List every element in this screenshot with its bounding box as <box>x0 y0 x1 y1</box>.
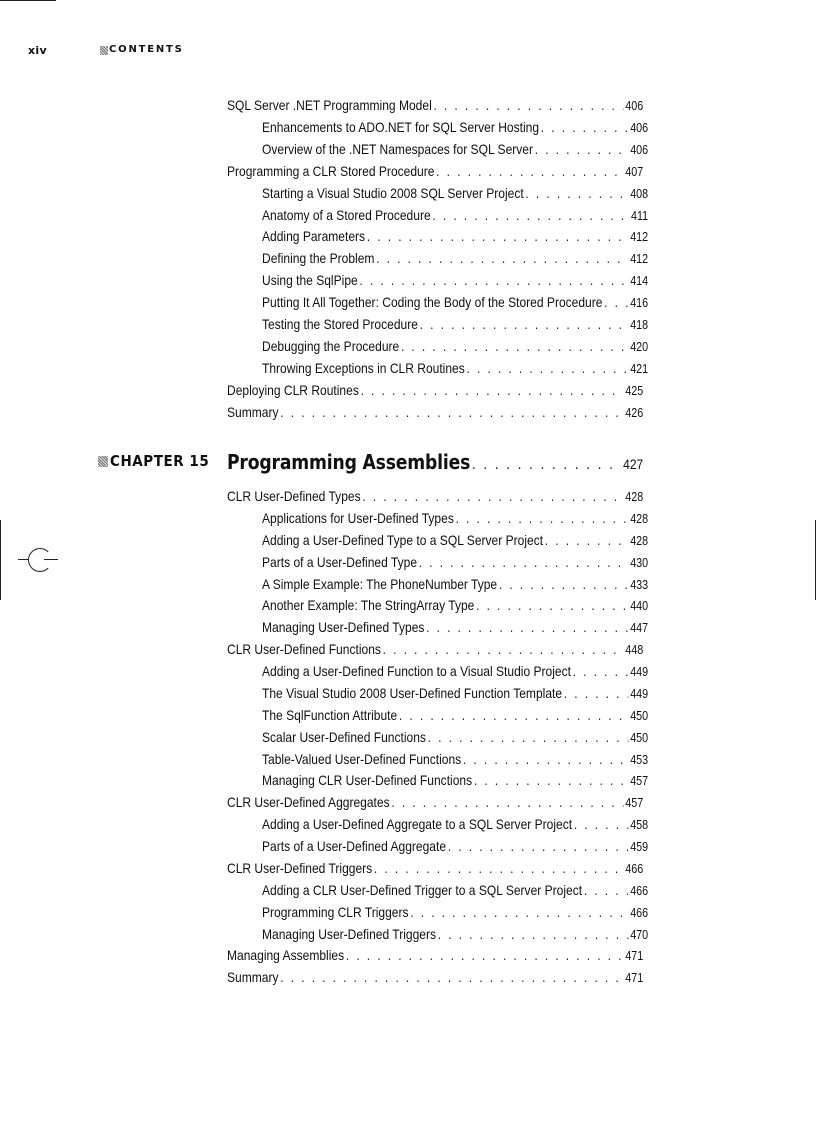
toc-subentry[interactable] <box>262 207 648 225</box>
toc-entry-page: 466 <box>630 905 649 920</box>
toc-entry-title: Starting a Visual Studio 2008 SQL Server Project <box>262 184 524 201</box>
chapter-heading[interactable] <box>227 450 643 476</box>
dot-leader <box>463 751 629 767</box>
dot-leader <box>346 947 624 963</box>
dot-leader <box>472 456 622 474</box>
toc-entry-page: 416 <box>630 296 649 311</box>
dot-leader <box>383 641 624 657</box>
toc-entry-page: 418 <box>630 318 649 332</box>
toc-entry-title: Throwing Exceptions in CLR Routines <box>262 359 465 376</box>
toc-entry-title: The Visual Studio 2008 User-Defined Function Template <box>262 684 563 701</box>
toc-subentry[interactable] <box>262 663 648 681</box>
dot-leader <box>432 207 629 223</box>
toc-entry-page: 406 <box>630 120 649 135</box>
toc-entry-title: CLR User-Defined Functions <box>227 641 381 658</box>
toc-entry-page: 457 <box>625 796 644 811</box>
toc-entry-title: Summary <box>227 403 279 420</box>
dot-leader <box>564 685 629 701</box>
toc-subentry[interactable] <box>262 272 648 290</box>
toc-entry-title: Managing CLR User-Defined Functions <box>262 772 473 789</box>
toc-subentry[interactable] <box>262 141 648 159</box>
toc-entry-title: CLR User-Defined Aggregates <box>227 794 390 811</box>
toc-entry-page: 406 <box>630 142 649 157</box>
toc-entry-page: 430 <box>630 555 649 570</box>
toc-entry[interactable] <box>227 382 643 400</box>
toc-subentry[interactable] <box>262 597 648 615</box>
dot-leader <box>433 97 623 113</box>
toc-entry[interactable] <box>227 488 643 506</box>
toc-subentry[interactable] <box>262 185 648 203</box>
toc-entry-title: Parts of a User-Defined Aggregate <box>262 838 447 855</box>
dot-leader <box>573 663 629 679</box>
dot-leader <box>499 576 629 592</box>
toc-subentry[interactable] <box>262 119 648 137</box>
chapter-label: CHAPTER 15 <box>110 452 210 470</box>
toc-entry-title: Deploying CLR Routines <box>227 381 359 398</box>
toc-entry-title: Parts of a User-Defined Type <box>262 553 418 570</box>
toc-entry-title: Table-Valued User-Defined Functions <box>262 750 462 767</box>
dot-leader <box>535 141 629 157</box>
running-head-label: CONTENTS <box>109 44 184 55</box>
dot-leader <box>280 404 623 420</box>
dot-leader <box>391 794 623 810</box>
toc-entry-title: CLR User-Defined Types <box>227 488 361 504</box>
toc-entry-page: 411 <box>630 208 649 223</box>
toc-entry[interactable] <box>227 860 643 878</box>
dot-leader <box>426 619 628 635</box>
toc-subentry[interactable] <box>262 294 648 312</box>
dot-leader <box>399 707 629 723</box>
dot-leader <box>474 772 629 788</box>
toc-entry-title: Defining the Problem <box>262 250 375 267</box>
toc-entry-title: Another Example: The StringArray Type <box>262 597 475 614</box>
toc-entry-page: 440 <box>630 599 649 614</box>
toc-entry-page: 406 <box>625 99 644 113</box>
registration-mark-icon <box>0 520 60 600</box>
toc-entry-title: CLR User-Defined Triggers <box>227 859 373 876</box>
toc-entry-title: Adding a User-Defined Function to a Visual Studio Project <box>262 663 571 680</box>
toc-entry-page: 466 <box>630 883 649 898</box>
toc-entry-title: Enhancements to ADO.NET for SQL Server Hosting <box>262 118 540 135</box>
toc-entry-title: Summary <box>227 969 279 986</box>
toc-entry-title: A Simple Example: The PhoneNumber Type <box>262 575 498 592</box>
dot-leader <box>525 185 628 201</box>
toc-entry[interactable] <box>227 947 643 965</box>
toc-entry-page: 428 <box>630 511 649 526</box>
dot-leader <box>541 119 629 135</box>
dot-leader <box>410 904 628 920</box>
toc-entry-title: Applications for User-Defined Types <box>262 509 454 526</box>
toc-entry-page: 412 <box>630 252 649 267</box>
toc-entry-title: Managing User-Defined Types <box>262 619 425 636</box>
toc-subentry[interactable] <box>262 729 648 747</box>
toc-entry-page: 428 <box>625 490 644 504</box>
toc-entry-page: 449 <box>630 665 649 680</box>
toc-entry-page: 459 <box>630 840 649 855</box>
page-number: xiv <box>28 44 47 57</box>
toc-entry-page: 428 <box>630 533 649 548</box>
toc-entry-title: Putting It All Together: Coding the Body of the Stored Procedure <box>262 294 603 311</box>
toc-subentry[interactable] <box>262 838 648 856</box>
toc-entry-page: 426 <box>625 405 644 420</box>
toc-subentry[interactable] <box>262 772 648 790</box>
dot-leader <box>359 272 628 288</box>
chapter-marker-icon <box>98 456 108 467</box>
toc-subentry[interactable] <box>262 360 648 378</box>
dot-leader <box>362 488 623 504</box>
toc-entry[interactable] <box>227 97 643 115</box>
toc-subentry[interactable] <box>262 685 648 703</box>
toc-entry-page: 449 <box>630 686 649 701</box>
toc-entry-title: Adding a CLR User-Defined Trigger to a SQL Server Project <box>262 881 583 898</box>
toc-entry-page: 471 <box>625 949 644 964</box>
chapter-page-number: 427 <box>623 456 644 472</box>
toc-entry-title: Programming CLR Triggers <box>262 903 409 920</box>
toc-subentry[interactable] <box>262 904 648 922</box>
section-marker-icon <box>100 46 108 55</box>
toc-entry-title: Overview of the .NET Namespaces for SQL Server <box>262 140 534 157</box>
toc-entry-title: SQL Server .NET Programming Model <box>227 97 432 113</box>
dot-leader <box>448 838 629 854</box>
dot-leader <box>367 228 629 244</box>
toc-subentry[interactable] <box>262 228 648 246</box>
toc-entry-page: 453 <box>630 752 649 767</box>
crop-mark <box>0 0 56 1</box>
dot-leader <box>545 532 629 548</box>
toc-entry-title: Managing User-Defined Triggers <box>262 925 437 942</box>
toc-entry-page: 458 <box>630 818 649 833</box>
toc-entry-title: Adding a User-Defined Type to a SQL Server Project <box>262 531 544 548</box>
toc-subentry[interactable] <box>262 510 648 528</box>
toc-subentry[interactable] <box>262 554 648 572</box>
toc-entry-title: The SqlFunction Attribute <box>262 706 398 723</box>
toc-entry[interactable] <box>227 404 643 422</box>
toc-subentry[interactable] <box>262 707 648 725</box>
toc-subentry[interactable] <box>262 816 648 834</box>
toc-subentry[interactable] <box>262 338 648 356</box>
toc-subentry[interactable] <box>262 926 648 944</box>
toc-entry-page: 408 <box>630 186 649 201</box>
toc-entry-title: Adding a User-Defined Aggregate to a SQL Server Project <box>262 816 573 833</box>
toc-entry-page: 421 <box>630 361 649 376</box>
toc-entry[interactable] <box>227 163 643 181</box>
toc-entry[interactable] <box>227 794 643 812</box>
toc-entry-page: 457 <box>630 774 649 789</box>
toc-entry-page: 425 <box>625 383 644 398</box>
toc-entry-title: Programming a CLR Stored Procedure <box>227 162 435 179</box>
toc-entry[interactable] <box>227 969 643 987</box>
toc-entry-page: 420 <box>630 339 649 354</box>
dot-leader <box>436 163 623 179</box>
dot-leader <box>280 969 623 985</box>
toc-entry-page: 466 <box>625 861 644 876</box>
toc-entry-title: Testing the Stored Procedure <box>262 316 418 332</box>
toc-entry-page: 448 <box>625 643 644 658</box>
dot-leader <box>361 382 624 398</box>
toc-entry-title: Using the SqlPipe <box>262 272 358 289</box>
dot-leader <box>428 729 629 745</box>
dot-leader <box>584 882 629 898</box>
toc-subentry[interactable] <box>262 576 648 594</box>
dot-leader <box>376 250 628 266</box>
dot-leader <box>438 926 629 942</box>
toc-entry-page: 447 <box>630 621 649 636</box>
toc-entry-page: 471 <box>625 971 644 986</box>
dot-leader <box>476 597 628 613</box>
toc-subentry[interactable] <box>262 250 648 268</box>
toc-entry-page: 450 <box>630 730 649 745</box>
dot-leader <box>466 360 628 376</box>
toc-subentry[interactable] <box>262 316 648 334</box>
toc-entry-page: 450 <box>630 708 649 723</box>
toc-entry-title: Adding Parameters <box>262 228 366 245</box>
dot-leader <box>401 338 629 354</box>
toc-entry-page: 433 <box>630 577 649 592</box>
dot-leader <box>419 554 629 570</box>
toc-subentry[interactable] <box>262 619 648 637</box>
toc-entry-page: 414 <box>630 274 649 289</box>
toc-subentry[interactable] <box>262 882 648 900</box>
toc-subentry[interactable] <box>262 532 648 550</box>
toc-subentry[interactable] <box>262 751 648 769</box>
dot-leader <box>456 510 629 526</box>
toc-entry-title: Anatomy of a Stored Procedure <box>262 206 431 223</box>
toc-entry-page: 470 <box>630 927 649 942</box>
toc-entry-page: 412 <box>630 230 649 245</box>
dot-leader <box>574 816 629 832</box>
toc-entry-title: Scalar User-Defined Functions <box>262 728 426 745</box>
dot-leader <box>604 294 628 310</box>
dot-leader <box>420 316 629 332</box>
dot-leader <box>374 860 624 876</box>
toc-entry[interactable] <box>227 641 643 659</box>
chapter-title: Programming Assemblies <box>227 450 471 474</box>
toc-entry-page: 407 <box>625 164 644 179</box>
toc-entry-title: Managing Assemblies <box>227 947 345 964</box>
toc-entry-title: Debugging the Procedure <box>262 337 400 354</box>
